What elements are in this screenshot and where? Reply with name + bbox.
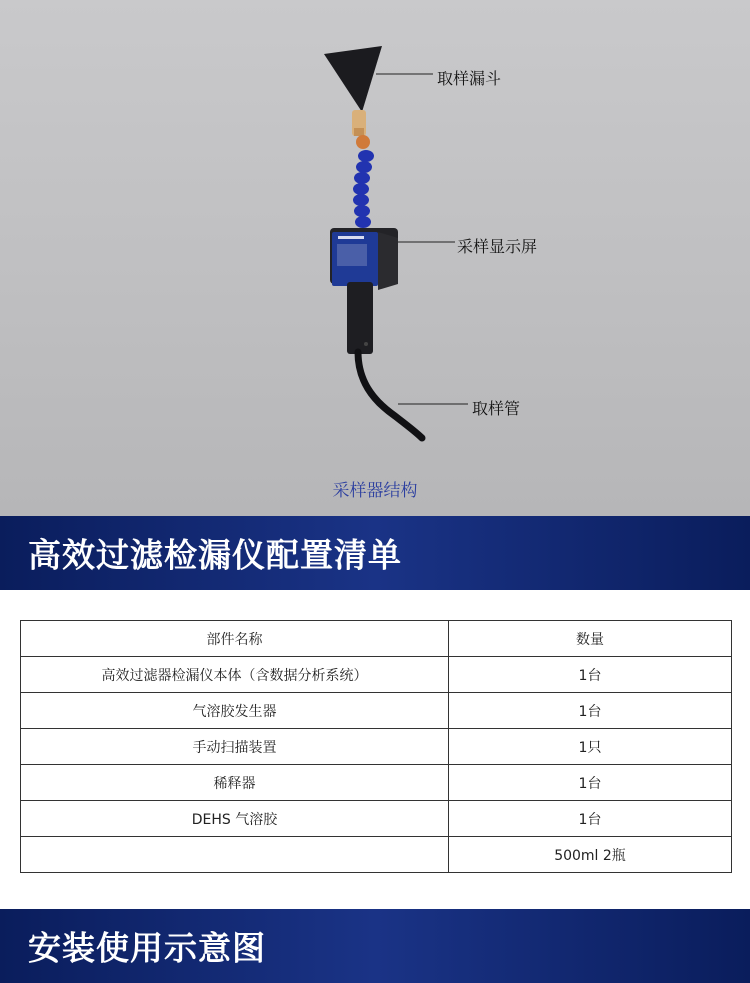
flexible-hose — [353, 150, 374, 228]
label-sampling-screen: 采样显示屏 — [457, 237, 538, 256]
table-row — [21, 729, 732, 765]
cell-quantity: 500ml 2瓶 — [449, 837, 732, 873]
cell-part-name: 稀释器 — [21, 765, 449, 801]
cell-quantity: 1台 — [449, 765, 732, 801]
table-row — [21, 765, 732, 801]
cell-quantity: 1只 — [449, 729, 732, 765]
sampling-funnel — [324, 46, 382, 112]
table-row — [21, 837, 732, 873]
cell-quantity: 1台 — [449, 693, 732, 729]
config-list-banner — [0, 516, 750, 590]
config-table-container — [20, 620, 731, 873]
cell-part-name: 手动扫描装置 — [21, 729, 449, 765]
table-header-row — [21, 621, 732, 657]
label-sampling-tube: 取样管 — [472, 399, 521, 418]
label-sampling-funnel: 取样漏斗 — [437, 69, 502, 88]
header-quantity: 数量 — [449, 621, 732, 657]
table-row — [21, 693, 732, 729]
cell-part-name — [21, 837, 449, 873]
install-diagram-title: 安装使用示意图 — [28, 928, 266, 968]
cell-part-name: DEHS 气溶胶 — [21, 801, 449, 837]
sampling-tube — [358, 352, 422, 438]
structure-caption: 采样器结构 — [332, 481, 418, 501]
cell-quantity: 1台 — [449, 801, 732, 837]
config-list-title: 高效过滤检漏仪配置清单 — [28, 535, 402, 575]
install-diagram-banner — [0, 909, 750, 983]
cell-quantity: 1台 — [449, 657, 732, 693]
cell-part-name: 高效过滤器检漏仪本体（含数据分析系统） — [21, 657, 449, 693]
table-row — [21, 801, 732, 837]
config-table — [20, 620, 732, 873]
table-row — [21, 657, 732, 693]
handle — [347, 282, 373, 354]
cell-part-name: 气溶胶发生器 — [21, 693, 449, 729]
header-part-name: 部件名称 — [21, 621, 449, 657]
